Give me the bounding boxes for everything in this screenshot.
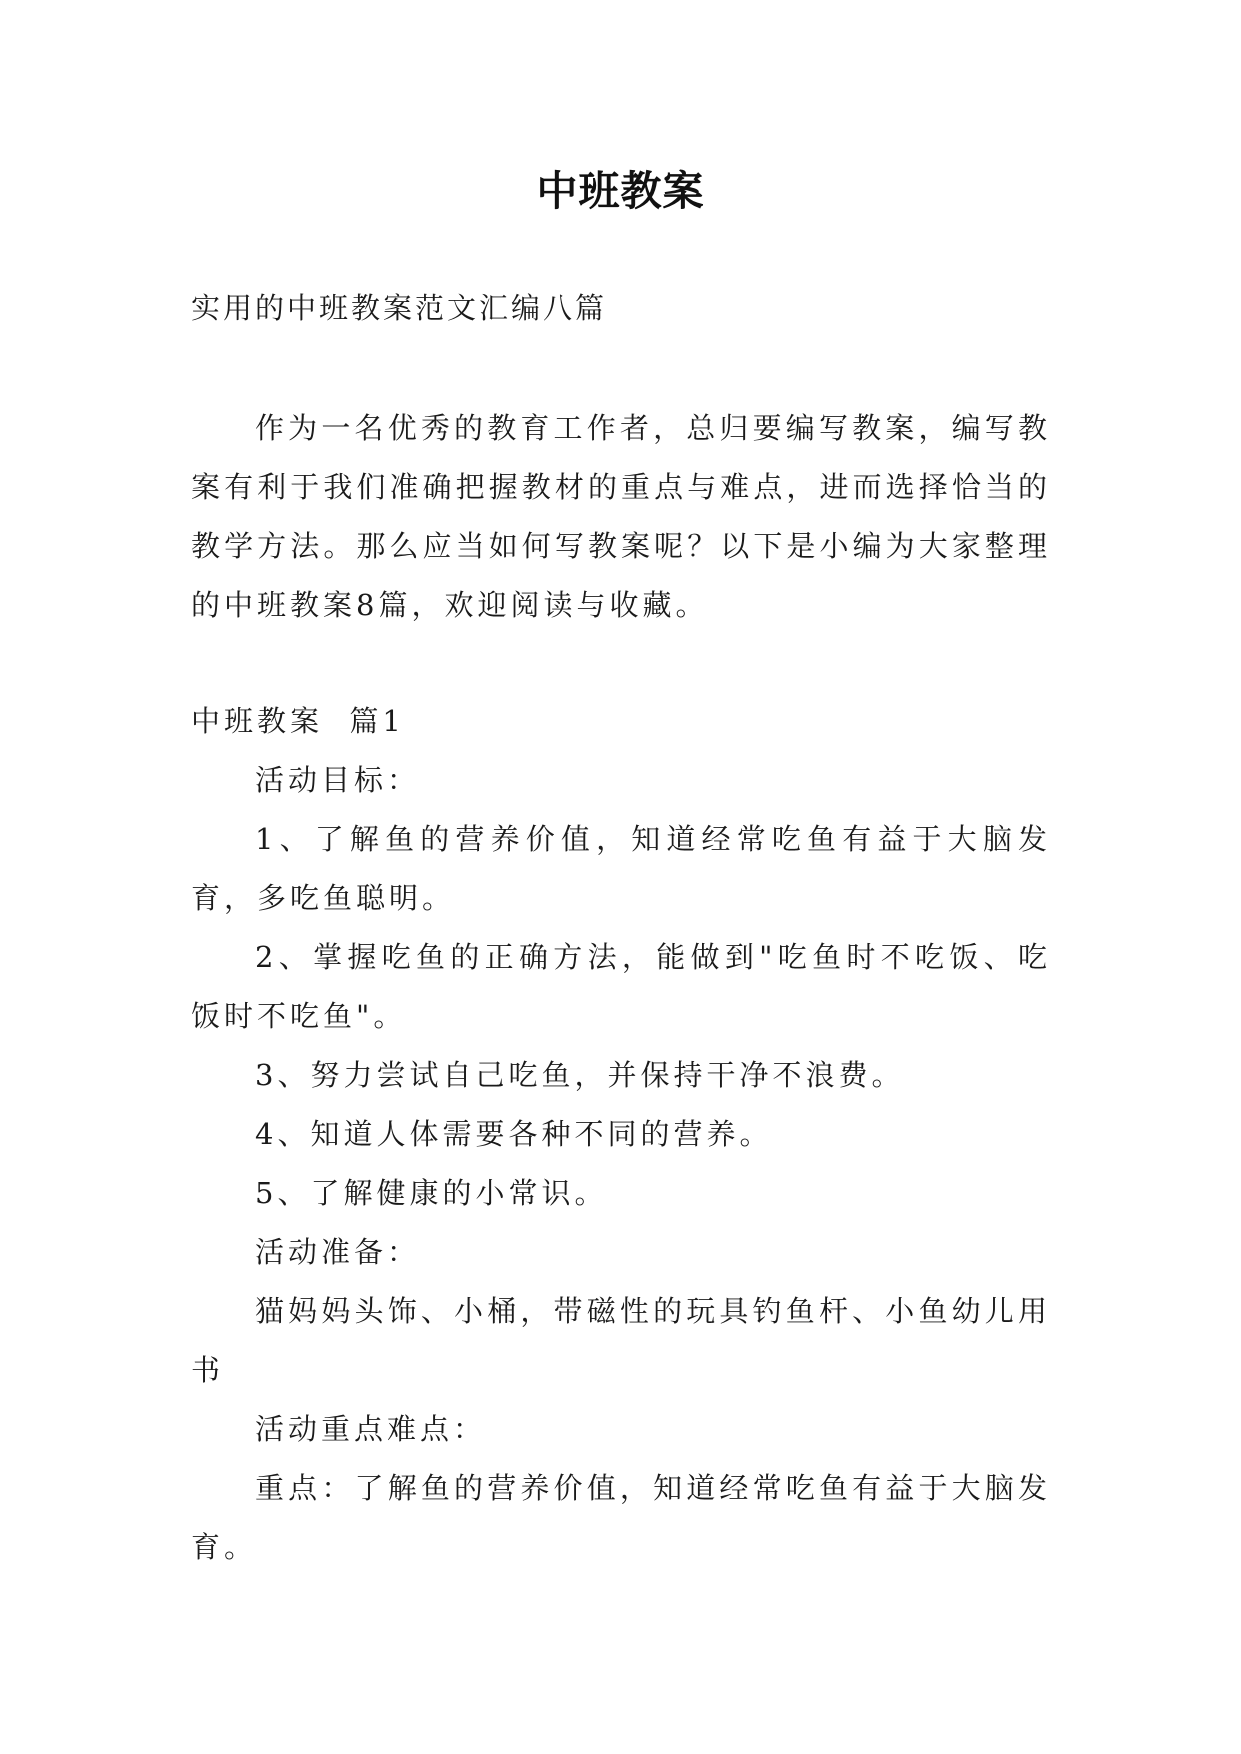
paragraph-objective-5: 5、了解健康的小常识。 bbox=[255, 1176, 608, 1210]
paragraph-objective-4: 4、知道人体需要各种不同的营养。 bbox=[255, 1117, 773, 1151]
paragraph-objectives-label: 活动目标： bbox=[255, 763, 421, 797]
intro-block bbox=[191, 399, 1051, 635]
section-block bbox=[191, 692, 1051, 1577]
paragraph-objective-1: 1、了解鱼的营养价值，知道经常吃鱼有益于大脑发育，多吃鱼聪明。 bbox=[191, 822, 1051, 915]
paragraph-key-point: 重点：了解鱼的营养价值，知道经常吃鱼有益于大脑发育。 bbox=[191, 1471, 1051, 1564]
paragraph-preparation: 猫妈妈头饰、小桶，带磁性的玩具钓鱼杆、小鱼幼儿用书 bbox=[191, 1294, 1051, 1387]
paragraph-preparation-label: 活动准备： bbox=[255, 1235, 421, 1269]
paragraph-key-points-label: 活动重点难点： bbox=[255, 1412, 487, 1446]
document-subtitle: 实用的中班教案范文汇编八篇 bbox=[191, 291, 608, 325]
intro-paragraph: 作为一名优秀的教育工作者，总归要编写教案，编写教案有利于我们准确把握教材的重点与难点，进而选择恰当的教学方法。那么应当如何写教案呢？以下是小编为大家整理的中班教案8篇，欢迎阅读与收藏。 bbox=[191, 411, 1051, 622]
section-heading: 中班教案 篇1 bbox=[191, 704, 405, 738]
paragraph-objective-2: 2、掌握吃鱼的正确方法，能做到"吃鱼时不吃饭、吃饭时不吃鱼"。 bbox=[191, 940, 1051, 1033]
paragraph-objective-3: 3、努力尝试自己吃鱼，并保持干净不浪费。 bbox=[255, 1058, 905, 1092]
document-title: 中班教案 bbox=[536, 167, 705, 215]
